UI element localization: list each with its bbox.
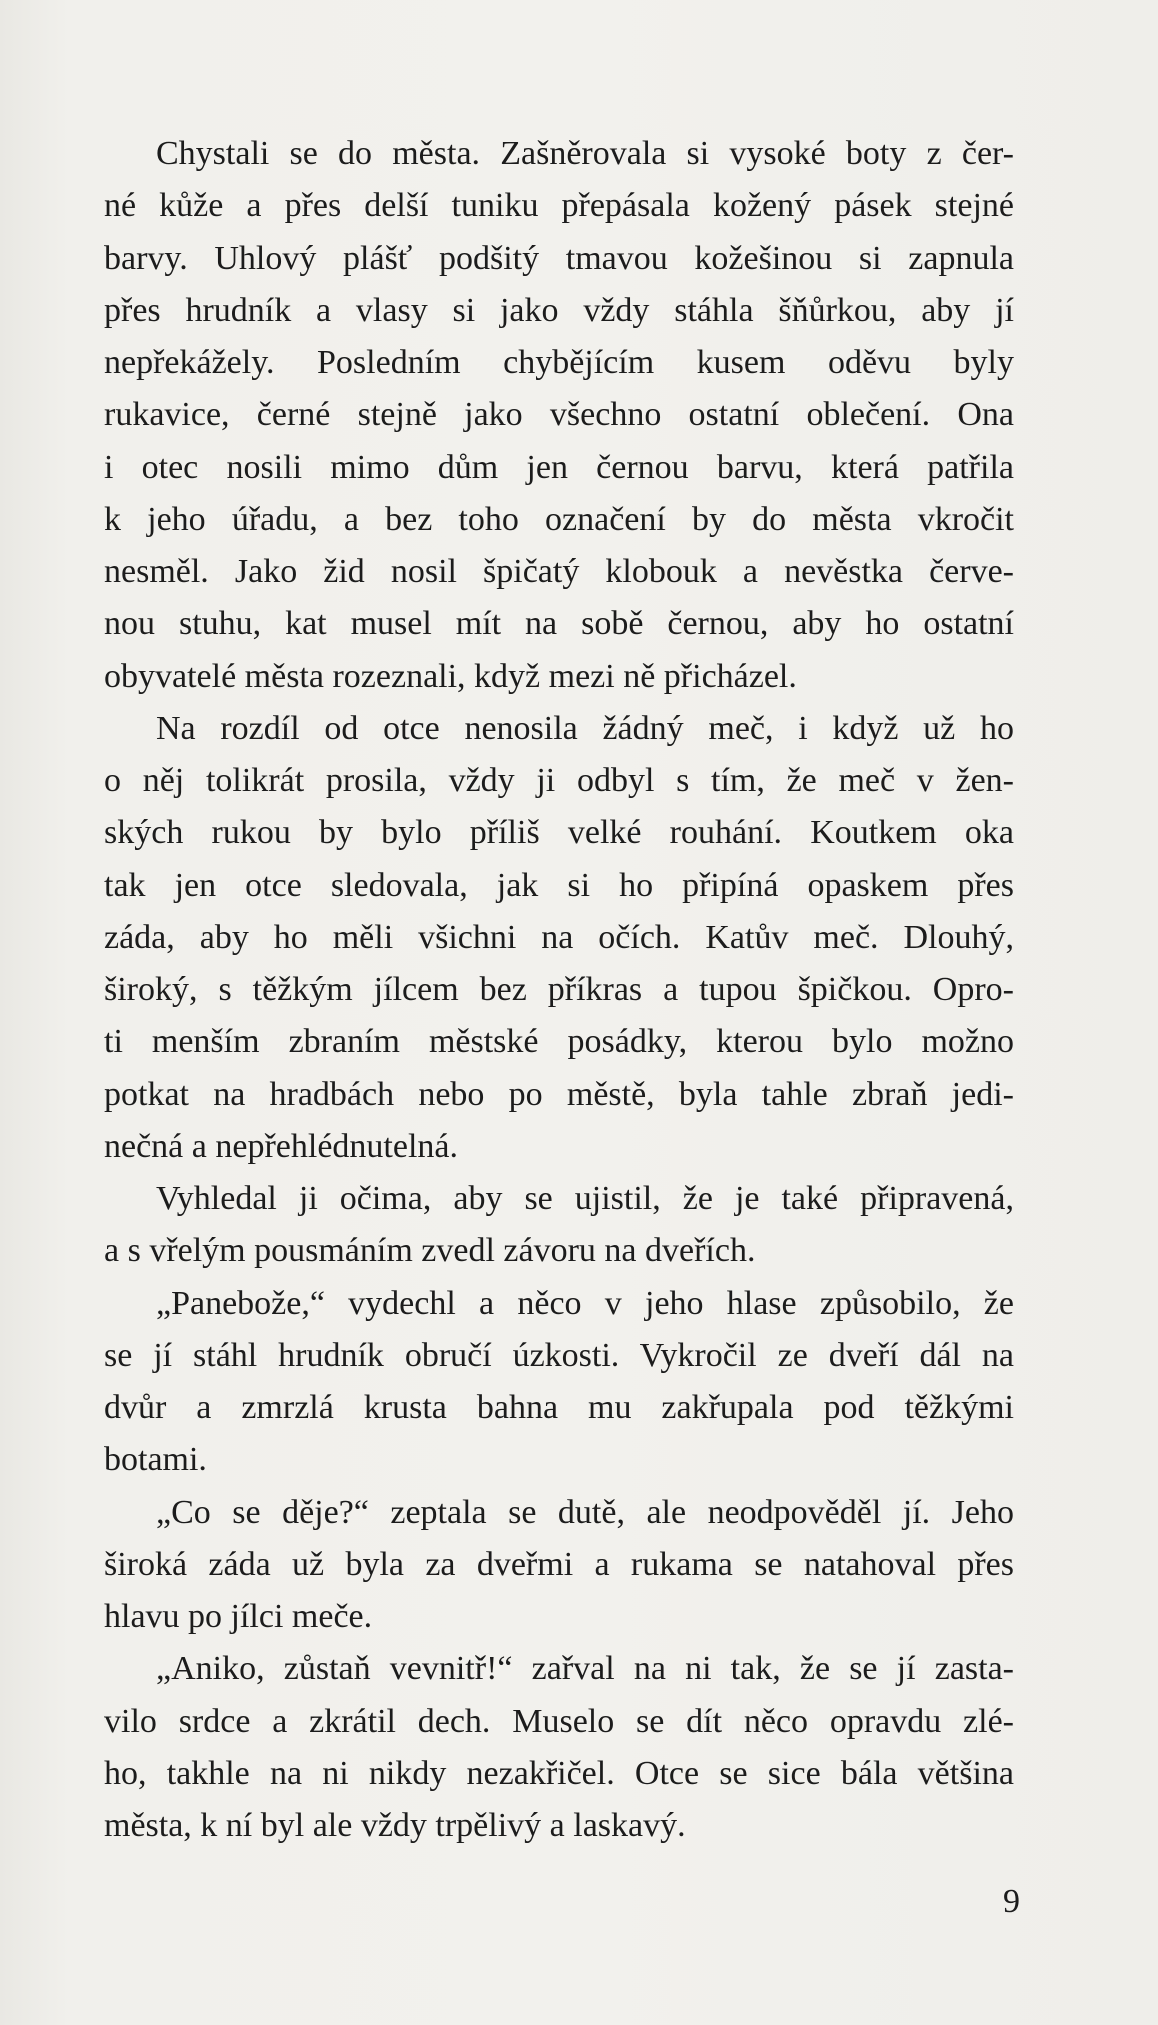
text-line: o něj tolikrát prosila, vždy ji odbyl s tím, že meč v žen- xyxy=(104,762,1014,799)
text-line: barvy. Uhlový plášť podšitý tmavou kožešinou si zapnula xyxy=(104,239,1014,277)
text-line: „Aniko, zůstaň vevnitř!“ zařval na ni tak, že se jí zasta- xyxy=(156,1650,1014,1688)
text-line: se jí stáhl hrudník obručí úzkosti. Vykročil ze dveří dál na xyxy=(104,1336,1014,1374)
text-line: tak jen otce sledovala, jak si ho připíná opaskem přes xyxy=(104,866,1014,904)
text-line: města, k ní byl ale vždy trpělivý a laskavý. xyxy=(104,1807,686,1844)
text-line: potkat na hradbách nebo po městě, byla tahle zbraň jedi- xyxy=(104,1075,1014,1113)
text-line: Chystali se do města. Zašněrovala si vysoké boty z čer- xyxy=(156,135,1014,172)
text-line: přes hrudník a vlasy si jako vždy stáhla šňůrkou, aby jí xyxy=(104,291,1014,329)
text-line: široký, s těžkým jílcem bez příkras a tupou špičkou. Opro- xyxy=(104,971,1014,1008)
text-line: nečná a nepřehlédnutelná. xyxy=(104,1127,458,1165)
text-line: ských rukou by bylo příliš velké rouhání. Koutkem oka xyxy=(104,814,1014,852)
body-text xyxy=(104,128,1014,1852)
text-line: né kůže a přes delší tuniku přepásala kožený pásek stejné xyxy=(104,187,1014,225)
text-line: ti menším zbraním městské posádky, kterou bylo možno xyxy=(104,1023,1014,1061)
text-line: záda, aby ho měli všichni na očích. Katův meč. Dlouhý, xyxy=(104,918,1014,956)
text-line: obyvatelé města rozeznali, když mezi ně přicházel. xyxy=(104,657,797,695)
text-line: „Panebože,“ vydechl a něco v jeho hlase způsobilo, že xyxy=(156,1284,1014,1322)
text-line: rukavice, černé stejně jako všechno ostatní oblečení. Ona xyxy=(104,396,1014,434)
text-line: a s vřelým pousmáním zvedl závoru na dveřích. xyxy=(104,1232,756,1270)
text-line: Na rozdíl od otce nenosila žádný meč, i když už ho xyxy=(156,709,1014,747)
text-line: široká záda už byla za dveřmi a rukama se natahoval přes xyxy=(104,1545,1014,1583)
text-line: nepřekážely. Posledním chybějícím kusem oděvu byly xyxy=(104,344,1014,381)
text-line: dvůr a zmrzlá krusta bahna mu zakřupala pod těžkými xyxy=(104,1389,1014,1426)
text-line: nesměl. Jako žid nosil špičatý klobouk a nevěstka červe- xyxy=(104,553,1014,590)
text-line: Vyhledal ji očima, aby se ujistil, že je také připravená, xyxy=(156,1180,1014,1217)
text-line: vilo srdce a zkrátil dech. Muselo se dít něco opravdu zlé- xyxy=(104,1702,1014,1740)
text-line: botami. xyxy=(104,1441,207,1479)
text-line: „Co se děje?“ zeptala se dutě, ale neodpověděl jí. Jeho xyxy=(156,1493,1014,1531)
page-number: 9 xyxy=(1003,1883,1020,1920)
text-line: ho, takhle na ni nikdy nezakřičel. Otce se sice bála většina xyxy=(104,1754,1014,1792)
text-line: nou stuhu, kat musel mít na sobě černou, aby ho ostatní xyxy=(104,605,1014,643)
text-line: k jeho úřadu, a bez toho označení by do města vkročit xyxy=(104,500,1014,538)
text-line: i otec nosili mimo dům jen černou barvu, která patřila xyxy=(104,448,1014,486)
text-line: hlavu po jílci meče. xyxy=(104,1598,373,1635)
